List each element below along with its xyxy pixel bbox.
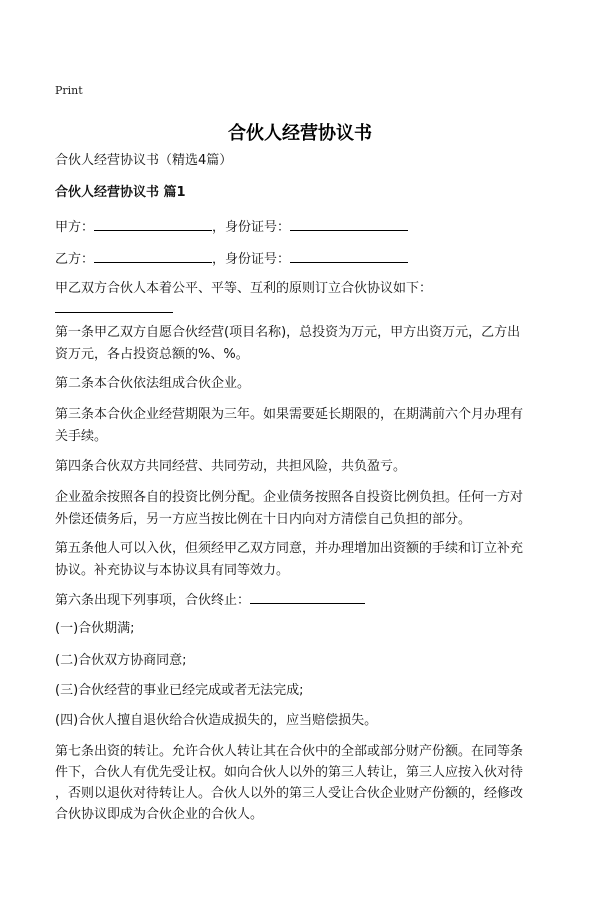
party-b-line: [55, 248, 575, 270]
article-5-line-2: 协议。补充协议与本协议具有同等效力。: [55, 563, 290, 578]
profit-line-2: 外偿还债务后，另一方应当按比例在十日内向对方清偿自己负担的部分。: [55, 512, 472, 527]
intro-blank-line: [55, 298, 575, 320]
item-3: (三)合伙经营的事业已经完成或者无法完成;: [55, 683, 304, 698]
print-label: Print: [55, 84, 83, 97]
article-3-line-1: 第三条本合伙企业经营期限为三年。如果需要延长期限的，在期满前六个月办理有: [55, 407, 524, 422]
article-1-line-2: 资万元，各占投资总额的%、%。: [55, 347, 249, 362]
article-2: 第二条本合伙依法组成合伙企业。: [55, 376, 251, 391]
article-1-line-1: 第一条甲乙双方自愿合伙经营(项目名称)，总投资为万元，甲方出资万元，乙方出: [55, 325, 521, 340]
article-6-blank: [250, 589, 365, 604]
intro-text: 甲乙双方合伙人本着公平、平等、互利的原则订立合伙协议如下：: [55, 281, 433, 296]
section-heading: 合伙人经营协议书 篇1: [55, 185, 186, 200]
intro-blank: [55, 298, 173, 313]
article-6-line: [55, 589, 575, 611]
party-b-name-blank: [94, 248, 212, 263]
party-b-label: 乙方：: [55, 252, 95, 267]
article-5-line-1: 第五条他人可以入伙，但须经甲乙双方同意，并办理增加出资额的手续和订立补充: [55, 541, 524, 556]
party-a-name-blank: [94, 216, 212, 231]
document-title: 合伙人经营协议书: [228, 123, 372, 144]
party-a-id-blank: [290, 216, 408, 231]
item-1: (一)合伙期满;: [55, 621, 135, 636]
item-4: (四)合伙人擅自退伙给合伙造成损失的，应当赔偿损失。: [55, 713, 378, 728]
profit-line-1: 企业盈余按照各自的投资比例分配。企业债务按照各自投资比例负担。任何一方对: [55, 490, 524, 505]
article-6: 第六条出现下列事项，合伙终止：: [55, 593, 251, 608]
item-2: (二)合伙双方协商同意;: [55, 653, 187, 668]
document-subtitle: 合伙人经营协议书（精选4篇）: [55, 153, 233, 168]
article-7-line-1: 第七条出资的转让。允许合伙人转让其在合伙中的全部或部分财产份额。在同等条: [55, 744, 524, 759]
article-3-line-2: 关手续。: [55, 429, 108, 444]
party-b-id-label: ，身份证号：: [212, 252, 291, 267]
article-7-line-4: 合伙协议即成为合伙企业的合伙人。: [55, 807, 264, 822]
party-b-id-blank: [290, 248, 408, 263]
article-7-line-2: 件下，合伙人有优先受让权。如向合伙人以外的第三人转让，第三人应按入伙对待: [55, 765, 524, 780]
party-a-label: 甲方：: [55, 220, 95, 235]
party-a-line: [55, 216, 575, 238]
party-a-id-label: ，身份证号：: [212, 220, 291, 235]
article-4: 第四条合伙双方共同经营、共同劳动，共担风险，共负盈亏。: [55, 459, 407, 474]
article-7-line-3: ，否则以退伙对待转让人。合伙人以外的第三人受让合伙企业财产份额的，经修改: [55, 786, 524, 801]
